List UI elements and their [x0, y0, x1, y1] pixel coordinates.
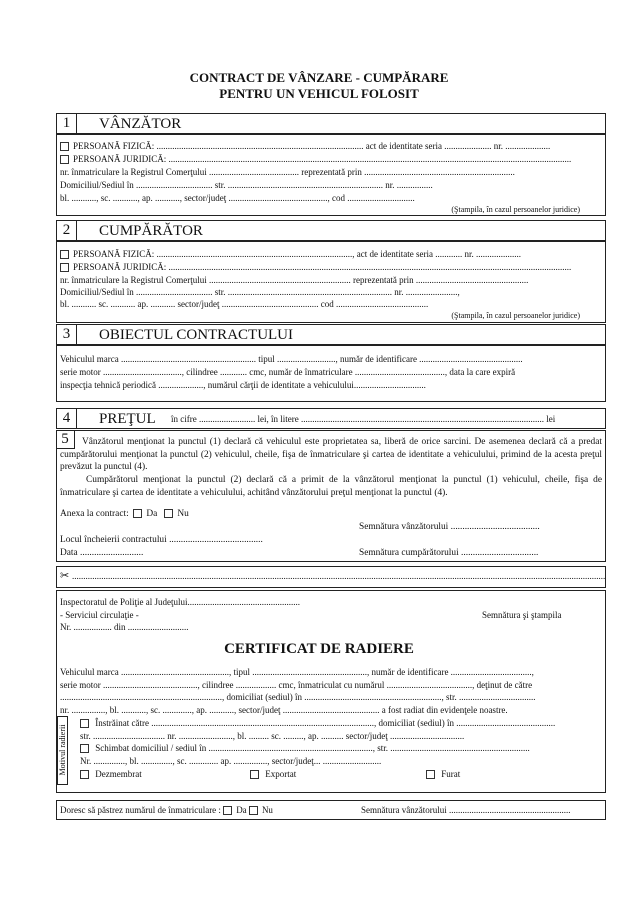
vehicle-line-3[interactable]: inspecţia tehnică periodică ...................., numărul cărţii de identitate a vehiculului................................ [60, 380, 426, 390]
checkbox-annex-no[interactable] [164, 509, 173, 518]
price-line[interactable]: în cifre ......................... lei, în litere ............................................................................................................ lei [171, 414, 556, 424]
checkbox-keep-no[interactable] [249, 806, 258, 815]
police-inspectorate[interactable]: Inspectoratul de Poliţie al Judeţului.................................................. [60, 597, 300, 607]
section-number: 2 [57, 221, 77, 240]
section-number: 3 [57, 325, 77, 344]
cut-line: ✂ ............................................................................................................................................................................................................................................. [60, 570, 606, 582]
checkbox[interactable] [60, 263, 69, 272]
section-3-header [56, 324, 606, 345]
checkbox[interactable] [80, 719, 89, 728]
doc-subtitle: PENTRU UN VEHICUL FOLOSIT [219, 86, 419, 101]
option-transferred-address[interactable]: str. ................................ nr. ........................, bl. ......... sc. ........., ap. .......... sector/judeţ ................................. [80, 731, 465, 741]
option-address-change-2[interactable]: Nr. .............., bl. .............., sc. ............. ap. ..............., sector/judeţ... .......................... [80, 756, 382, 766]
reason-side-label: Motivul radierii [57, 716, 68, 785]
option-dismantled[interactable]: Dezmembrat [80, 769, 142, 780]
seller-registry-line[interactable]: nr. înmatriculare la Registrul Comerţului ........................................ reprezentată prin ................................................................... [60, 167, 515, 177]
cert-line-1[interactable]: Vehiculul marca ................................................, tipul ..................................................., număr de identificare ...................................., [60, 667, 534, 677]
checkbox[interactable] [250, 770, 259, 779]
vehicle-line-2[interactable]: serie motor ..................................., cilindree ............ cmc, număr de înmatriculare ........................................, data la care expiră [60, 367, 516, 377]
cert-line-3[interactable]: ........................................................................, domiciliat (sediul) în ............................................................., str. .................................. [60, 692, 536, 702]
seller-address-line-2[interactable]: bl. ..........., sc. ..........., ap. ..........., sector/judeţ ............................................, cod .............................. [60, 193, 415, 203]
vehicle-line-1[interactable]: Vehiculul marca ............................................................ tipul .........................., număr de identificare .............................................. [60, 354, 523, 364]
doc-title: CONTRACT DE VÂNZARE - CUMPĂRARE [189, 70, 449, 85]
section-title: PREŢUL [99, 411, 156, 427]
checkbox[interactable] [80, 770, 89, 779]
cert-line-2[interactable]: serie motor .........................................., cilindree .................. cmc, înmatriculat cu numărul ......................................, deţinut de către [60, 680, 533, 690]
checkbox-annex-yes[interactable] [133, 509, 142, 518]
buyer-address-line[interactable]: Domiciliul/Sediul în .................................. str. ......................................................................... nr. ......................., [60, 287, 460, 297]
section-number: 4 [57, 409, 77, 428]
option-transferred[interactable]: Înstrăinat către ..................................................................................................., domiciliat (sediul) în ............................................ [80, 718, 555, 729]
option-address-change[interactable]: Schimbat domiciliul / sediul în ........................................................................., str. .............................................................. [80, 743, 530, 754]
signature-stamp-label: Semnătura şi ştampila [482, 610, 562, 620]
certificate-title: CERTIFICAT DE RADIERE [224, 641, 414, 657]
seller-address-line[interactable]: Domiciliul/Sediul în .................................. str. ..................................................................... nr. ................ [60, 180, 433, 190]
buyer-person-line[interactable]: PERSOANĂ FIZICĂ: ......................................................................................., act de identitate seria ............ nr. .................... [60, 249, 521, 260]
contract-date[interactable]: Data ........................... [60, 548, 144, 558]
section-title: VÂNZĂTOR [99, 116, 182, 132]
section-title: OBIECTUL CONTRACTULUI [99, 327, 294, 343]
contract-place[interactable]: Locul încheierii contractului ........................................ [60, 535, 263, 545]
checkbox[interactable] [80, 744, 89, 753]
footer-seller-signature[interactable]: Semnătura vânzătorului ...................................................... [361, 805, 571, 815]
section-2-header [56, 220, 606, 241]
buyer-registry-line[interactable]: nr. înmatriculare la Registrul Comerţului ............................................................... reprezentată prin .................................................. [60, 275, 529, 285]
section-1-header [56, 113, 606, 134]
checkbox[interactable] [426, 770, 435, 779]
police-number-line[interactable]: Nr. ................. din ........................... [60, 622, 189, 632]
section-title: CUMPĂRĂTOR [99, 223, 203, 239]
buyer-signature[interactable]: Semnătura cumpărătorului ................................. [359, 548, 539, 558]
scissors-icon: ✂ [60, 570, 70, 582]
checkbox[interactable] [60, 142, 69, 151]
declaration-buyer: Cumpărătorul menţionat la punctul (2) declară că a primit de la vânzătorul menţionat la punctul (1) vehiculul, cheile, fişa de înmatriculare şi cartea de identitate a vehiculului, achitând vânzătorului preţul menţionat la punctul (4). [60, 475, 602, 498]
checkbox-keep-yes[interactable] [223, 806, 232, 815]
cert-line-4[interactable]: nr. ..............., bl. ..........., sc. ............., ap. ..........., sector/judeţ ........................................... a fost radiat din evidenţele noastre. [60, 705, 508, 715]
section-4-header [56, 408, 606, 429]
option-stolen[interactable]: Furat [426, 769, 460, 780]
buyer-stamp-note: (Ştampila, în cazul persoanelor juridice) [451, 311, 580, 320]
seller-signature[interactable]: Semnătura vânzătorului ...................................... [359, 522, 540, 532]
buyer-company-line[interactable]: PERSOANĂ JURIDICĂ: ................................................................................................................................................................................... [60, 262, 571, 273]
section-number: 5 [56, 430, 75, 449]
checkbox[interactable] [60, 155, 69, 164]
buyer-address-line-2[interactable]: bl. ........... sc. ........... ap. ........... sector/judeţ ........................................... cod ......................................... [60, 299, 429, 309]
annex-line: Anexa la contract: Da Nu [60, 509, 189, 520]
seller-company-line[interactable]: PERSOANĂ JURIDICĂ: ................................................................................................................................................................................... [60, 154, 571, 165]
traffic-service: - Serviciul circulaţie - [60, 610, 139, 620]
seller-stamp-note: (Ştampila, în cazul persoanelor juridice) [451, 205, 580, 214]
seller-person-line[interactable]: PERSOANĂ FIZICĂ: ............................................................................................ act de identitate seria ..................... nr. .................... [60, 141, 550, 152]
keep-plate-line: Doresc să păstrez numărul de înmatriculare : Da Nu [60, 805, 273, 815]
checkbox[interactable] [60, 250, 69, 259]
option-exported[interactable]: Exportat [250, 769, 296, 780]
section-number: 1 [57, 114, 77, 133]
declaration-seller: Vânzătorul menţionat la punctul (1) declară că vehiculul este proprietatea sa, liberă de orice sarcini. De asemenea declară că a predat cumpărătorului menţionat la punctul (2) vehiculul, cheile, fişa de înmatriculare şi cartea de identitate a vehiculului, primind de la acesta preţul prevăzut la punctul (4). [60, 437, 602, 473]
